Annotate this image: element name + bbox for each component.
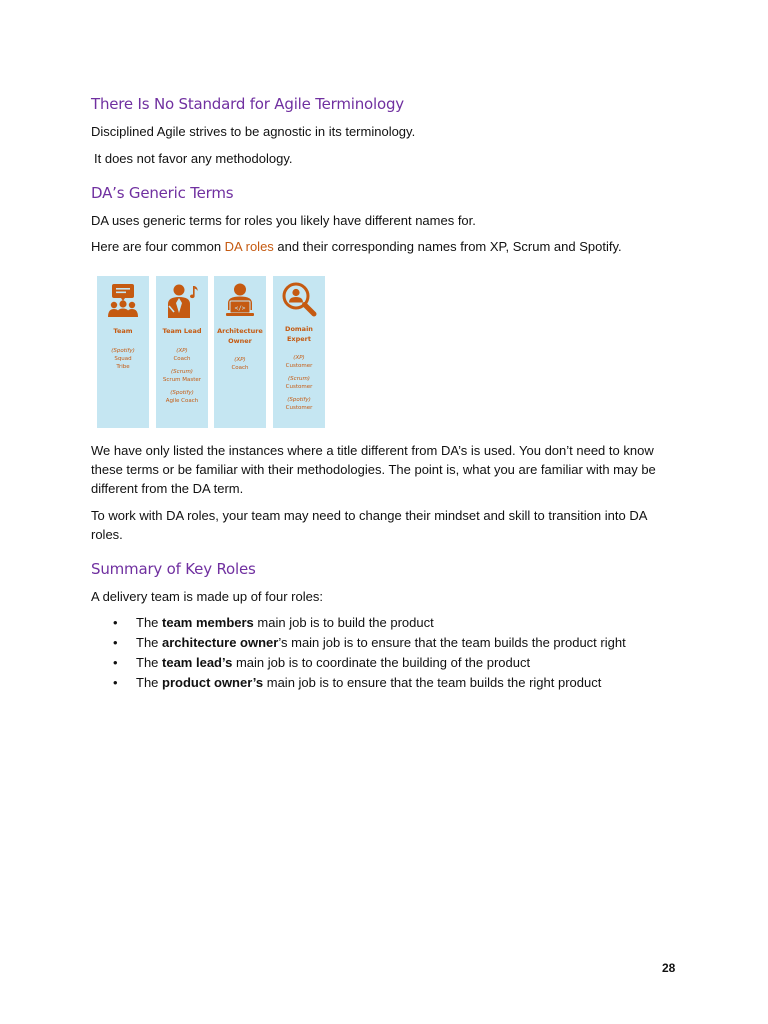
role-card-team-lead [156, 276, 208, 428]
bullet-prefix: The [136, 615, 163, 630]
bullet-icon: • [113, 635, 118, 650]
role-alias: Tribe [116, 364, 130, 370]
list-item [91, 613, 691, 633]
role-alias: Coach [173, 356, 191, 362]
role-names-team [97, 347, 149, 376]
role-alias: Squad [114, 356, 132, 362]
architecture-owner-icon [222, 282, 258, 318]
four-roles-text-end: and their corresponding names from XP, Scrum and Spotify. [273, 239, 622, 254]
paragraph-generic-terms: DA uses generic terms for roles you likely have different names for. [91, 213, 476, 228]
paragraph-four-roles [91, 237, 681, 256]
bullet-bold: product owner’s [162, 675, 264, 690]
role-names-architecture-owner [214, 356, 266, 377]
role-title-architecture-owner: Architecture Owner [217, 327, 263, 345]
role-card-team [97, 276, 149, 428]
bullet-prefix: The [136, 655, 163, 670]
roles-figure [97, 276, 325, 428]
domain-expert-icon [281, 282, 317, 318]
bullet-text: main job is to coordinate the building of the product [232, 655, 531, 670]
source-label: (XP) [293, 355, 305, 361]
role-name-group [273, 396, 325, 412]
role-alias: Customer [285, 405, 313, 411]
bullet-icon: • [113, 615, 118, 630]
heading-no-standard: There Is No Standard for Agile Terminology [91, 95, 404, 113]
role-card-architecture-owner [214, 276, 266, 428]
bullet-text: ’s main job is to ensure that the team builds the product right [278, 635, 626, 650]
role-name-group [156, 347, 208, 363]
four-roles-text-start: Here are four common [91, 239, 225, 254]
heading-generic-terms: DA’s Generic Terms [91, 184, 234, 202]
role-title-domain-expert: Domain Expert [285, 325, 313, 343]
bullet-bold: team members [162, 615, 254, 630]
role-name-group [214, 356, 266, 372]
team-lead-icon [164, 282, 200, 318]
page-number: 28 [662, 961, 676, 975]
paragraph-summary-intro: A delivery team is made up of four roles: [91, 589, 323, 604]
role-alias: Customer [285, 384, 313, 390]
source-label: (XP) [234, 357, 246, 363]
source-label: (Scrum) [288, 376, 310, 382]
role-names-domain-expert [273, 354, 325, 417]
role-names-team-lead [156, 347, 208, 410]
paragraph-methodology: It does not favor any methodology. [94, 151, 293, 166]
svg-text:</>: </> [234, 305, 246, 312]
paragraph-agnostic: Disciplined Agile strives to be agnostic in its terminology. [91, 124, 416, 139]
list-item [91, 633, 691, 653]
heading-summary: Summary of Key Roles [91, 560, 256, 578]
role-alias: Agile Coach [165, 398, 199, 404]
key-roles-list [91, 613, 691, 693]
paragraph-listed-instances: We have only listed the instances where a title different from DA’s is used. You don’t need to know these terms or be familiar with their methodologies. The point is, what you are familiar with may be different from the DA term. [91, 443, 656, 496]
bullet-icon: • [113, 655, 118, 670]
role-name-group [273, 375, 325, 391]
role-name-group [156, 389, 208, 405]
bullet-text: main job is to ensure that the team builds the right product [263, 675, 602, 690]
role-name-group [156, 368, 208, 384]
bullet-prefix: The [136, 675, 163, 690]
source-label: (Spotify) [111, 348, 135, 354]
role-title-team-lead: Team Lead [162, 327, 202, 335]
role-card-domain-expert [273, 276, 325, 428]
source-label: (Spotify) [287, 397, 311, 403]
source-label: (XP) [176, 348, 188, 354]
source-label: (Scrum) [171, 369, 193, 375]
role-name-group [273, 354, 325, 370]
role-alias: Coach [231, 365, 249, 371]
role-title-team: Team [113, 327, 133, 335]
team-icon [105, 282, 141, 318]
bullet-prefix: The [136, 635, 163, 650]
role-name-group [97, 347, 149, 371]
bullet-icon: • [113, 675, 118, 690]
bullet-bold: architecture owner [162, 635, 279, 650]
role-alias: Scrum Master [162, 377, 202, 383]
paragraph-mindset: To work with DA roles, your team may need to change their mindset and skill to transition into DA roles. [91, 508, 647, 542]
bullet-bold: team lead’s [162, 655, 233, 670]
source-label: (Spotify) [170, 390, 194, 396]
bullet-text: main job is to build the product [253, 615, 434, 630]
role-alias: Customer [285, 363, 313, 369]
da-roles-highlight: DA roles [224, 239, 274, 254]
list-item [91, 653, 691, 673]
list-item [91, 673, 691, 693]
